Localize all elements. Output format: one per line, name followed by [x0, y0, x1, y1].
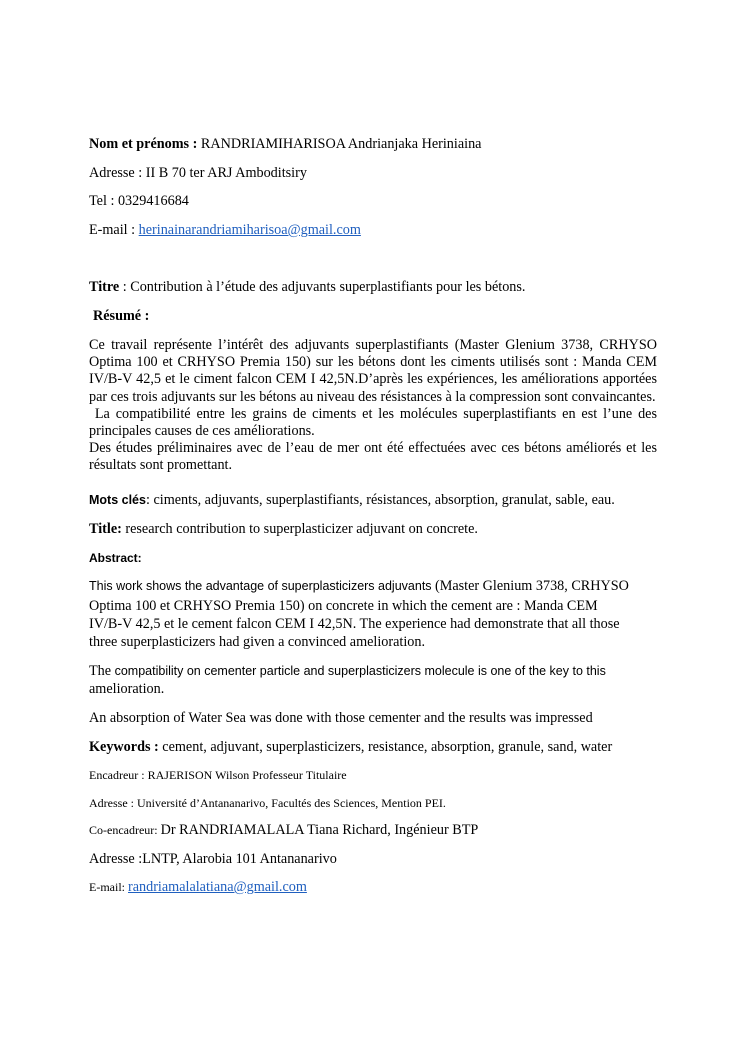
- name-line: [89, 136, 481, 153]
- co-supervisor-label: Co-encadreur:: [89, 823, 161, 837]
- abstract-line-4: three superplasticizers had given a convinced amelioration.: [89, 634, 426, 650]
- resume-paragraph-1: Ce travail représente l’intérêt des adjuvants superplastifiants (Master Glenium 3738, CRHYSO Optima 100 et CRHYSO Premia 150) sur les bétons dont les ciments utilisés sont : Manda CEM IV/B-V 42,5 et le ciment falcon CEM I 42,5N.D’après les expériences, les améliorations apportées par ces trois adjuvants sur les bétons au niveau des résistances à la compression sont convaincantes.: [89, 337, 657, 405]
- sea-water-line: An absorption of Water Sea was done with those cementer and the results was impressed: [89, 710, 593, 726]
- email-label: E-mail :: [89, 222, 139, 238]
- email-line: [89, 222, 361, 239]
- compatibility-text: compatibility on cementer particle and superplasticizers molecule is one of the key to this: [114, 664, 606, 678]
- english-keywords-label: Keywords :: [89, 739, 159, 755]
- abstract-line-2: Optima 100 et CRHYSO Premia 150) on concrete in which the cement are : Manda CEM: [89, 598, 598, 614]
- co-supervisor-address-line: Adresse :LNTP, Alarobia 101 Antananarivo: [89, 851, 337, 867]
- english-keywords-line: [89, 739, 612, 756]
- supervisor-address-line: Adresse : Université d’Antananarivo, Facultés des Sciences, Mention PEI.: [89, 796, 446, 810]
- resume-body: [89, 337, 661, 475]
- resume-heading: Résumé :: [93, 308, 150, 324]
- compatibility-line-2: amelioration.: [89, 681, 165, 697]
- english-title-line: [89, 521, 478, 538]
- french-title-label: Titre: [89, 279, 120, 295]
- co-supervisor-email-line: [89, 879, 307, 896]
- co-supervisor-value: Dr RANDRIAMALALA Tiana Richard, Ingénieur BTP: [160, 822, 479, 838]
- abstract-heading: Abstract:: [89, 551, 142, 565]
- english-title-label: Title:: [89, 521, 122, 537]
- co-supervisor-line: [89, 822, 478, 839]
- supervisor-line: Encadreur : RAJERISON Wilson Professeur Titulaire: [89, 768, 347, 782]
- french-keywords-line: [89, 492, 615, 509]
- compatibility-lead: The: [89, 663, 115, 679]
- email-link[interactable]: herinainarandriamiharisoa@gmail.com: [138, 222, 361, 238]
- abstract-line-1-text: (Master Glenium 3738, CRHYSO: [435, 578, 629, 594]
- abstract-lead: This work shows the advantage of superplasticizers adjuvants: [89, 579, 436, 593]
- name-label: Nom et prénoms :: [89, 136, 198, 152]
- resume-paragraph-2: La compatibilité entre les grains de ciments et les molécules superplastifiants en est l’une des principales causes de ces améliorations.: [89, 405, 661, 440]
- resume-paragraph-3: Des études préliminaires avec de l’eau de mer ont été effectuées avec ces bétons améliorés et les résultats sont promettant.: [89, 440, 657, 474]
- abstract-line-1: [89, 578, 629, 595]
- french-title-text: : Contribution à l’étude des adjuvants superplastifiants pour les bétons.: [119, 279, 526, 295]
- english-keywords-text: cement, adjuvant, superplasticizers, resistance, absorption, granule, sand, water: [158, 739, 613, 755]
- english-title-text: research contribution to superplasticizer adjuvant on concrete.: [121, 521, 478, 537]
- french-keywords-label: Mots clés: [89, 493, 146, 507]
- compatibility-line-1: [89, 663, 606, 680]
- french-keywords-text: : ciments, adjuvants, superplastifiants, résistances, absorption, granulat, sable, eau.: [145, 492, 615, 508]
- abstract-line-3: IV/B-V 42,5 et le cement falcon CEM I 42,5N. The experience had demonstrate that all those: [89, 616, 620, 632]
- co-supervisor-email-link[interactable]: randriamalalatiana@gmail.com: [128, 879, 307, 895]
- co-supervisor-email-label: E-mail:: [89, 880, 128, 894]
- french-title-line: [89, 279, 525, 296]
- name-value: RANDRIAMIHARISOA Andrianjaka Heriniaina: [200, 136, 482, 152]
- address-line: Adresse : II B 70 ter ARJ Amboditsiry: [89, 165, 307, 181]
- tel-line: Tel : 0329416684: [89, 193, 189, 209]
